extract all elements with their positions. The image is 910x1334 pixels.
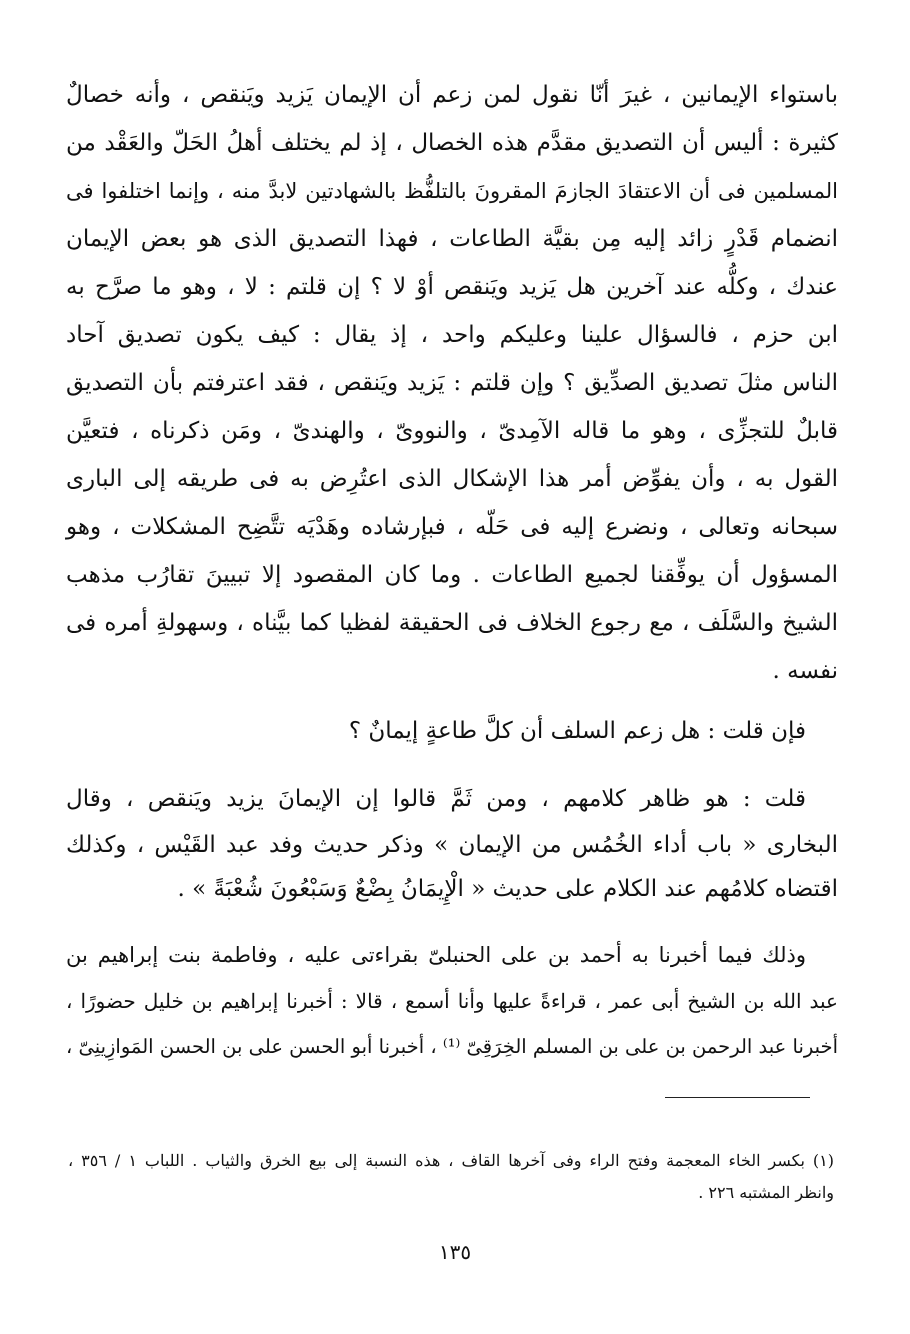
text-line: القول به ، وأن يفوِّض أمر هذا الإشكال الذى اعتُرِض به فى طريقه إلى البارى [66, 466, 838, 492]
footnote-line: (١) بكسر الخاء المعجمة وفتح الراء وفى آخرها القاف ، هذه النسبة إلى بيع الخرق والثياب . اللباب ١ / ٣٥٦ ، [68, 1151, 835, 1170]
text-line: أخبرنا عبد الرحمن بن على بن المسلم الخِرَقِىّ ⁽¹⁾ ، أخبرنا أبو الحسن على بن الحسن المَوازِينِىّ ، [65, 1035, 838, 1058]
text-line: انضمام قَدْرٍ زائد إليه مِن بقيَّة الطاعات ، فهذا التصديق الذى هو بعض الإيمان [66, 226, 838, 252]
text-line: قابلٌ للتجزِّى ، وهو ما قاله الآمِدىّ ، والنووىّ ، والهندىّ ، ومَن ذكرناه ، فتعيَّن [66, 418, 838, 444]
text-line: قلت : هو ظاهر كلامهم ، ومن ثَمَّ قالوا إن الإيمانَ يزيد ويَنقص ، وقال [66, 786, 806, 812]
text-line: وذلك فيما أخبرنا به أحمد بن على الحنبلىّ بقراءتى عليه ، وفاطمة بنت إبراهيم بن [66, 943, 806, 967]
text-line: عندك ، وكلُّه عند آخرين هل يَزيد ويَنقص أوْ لا ؟ إن قلتم : لا ، وهو ما صرَّح به [66, 274, 838, 300]
text-line: المسؤول أن يوفِّقنا لجميع الطاعات . وما كان المقصود إلا تبيينَ تقارُب مذهب [66, 562, 838, 588]
text-line: البخارى « باب أداء الخُمُس من الإيمان » وذكر حديث وفد عبد القَيْس ، وكذلك [66, 832, 838, 858]
text-line: الشيخ والسَّلَف ، مع رجوع الخلاف فى الحقيقة لفظيا كما بيَّناه ، وسهولةِ أمره فى [66, 610, 838, 636]
text-line: عبد الله بن الشيخ أبى عمر ، قراءةً عليها وأنا أسمع ، قالا : أخبرنا إبراهيم بن خليل حضورًا ، [66, 989, 838, 1013]
text-line: الناس مثلَ تصديق الصدِّيق ؟ وإن قلتم : يَزيد ويَنقص ، فقد اعترفتم بأن التصديق [66, 370, 838, 396]
footnote-divider [665, 1097, 810, 1098]
text-line: كثيرة : أليس أن التصديق مقدَّم هذه الخصال ، إذ لم يختلف أهلُ الحَلّ والعَقْد من [66, 130, 838, 156]
text-line: سبحانه وتعالى ، ونضرع إليه فى حَلّه ، فبإرشاده وهَدْيَه تتَّضِح المشكلات ، وهو [66, 514, 838, 540]
footnote-line: وانظر المشتبه ٢٢٦ . [698, 1183, 834, 1202]
page-number: ١٣٥ [438, 1240, 472, 1264]
text-line: اقتضاه كلامُهم عند الكلام على حديث « الْإِيمَانُ بِضْعٌ وَسَبْعُونَ شُعْبَةً » . [177, 876, 838, 902]
text-line: باستواء الإيمانين ، غيرَ أنّا نقول لمن زعم أن الإيمان يَزيد ويَنقص ، وأنه خصالٌ [66, 82, 838, 108]
text-line: المسلمين فى أن الاعتقادَ الجازمَ المقرونَ بالتلفُّظ بالشهادتين لابدَّ منه ، وإنما اختلفوا فى [66, 179, 838, 203]
question-line: فإن قلت : هل زعم السلف أن كلَّ طاعةٍ إيمانٌ ؟ [348, 718, 806, 744]
text-line: نفسه . [772, 658, 838, 684]
text-line: ابن حزم ، فالسؤال علينا وعليكم واحد ، إذ يقال : كيف يكون تصديق آحاد [66, 322, 838, 348]
